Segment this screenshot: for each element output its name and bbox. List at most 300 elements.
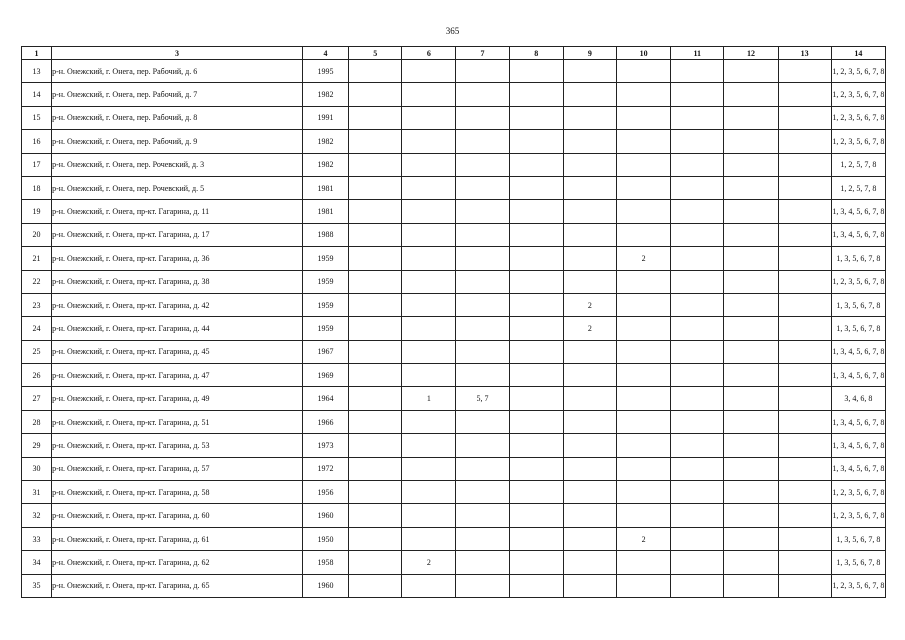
col5-cell	[349, 551, 402, 574]
col9-cell	[563, 504, 616, 527]
address-cell: р-н. Онежский, г. Онега, пр-кт. Гагарина, д. 58	[52, 481, 303, 504]
col9-cell	[563, 223, 616, 246]
year-cell: 1982	[302, 130, 348, 153]
year-cell: 1981	[302, 176, 348, 199]
col6-cell	[402, 317, 456, 340]
col5-cell	[349, 200, 402, 223]
col6-cell	[402, 60, 456, 83]
register-table	[21, 46, 886, 598]
year-cell: 1967	[302, 340, 348, 363]
col12-cell	[724, 434, 778, 457]
column-header: 13	[778, 47, 831, 60]
col9-cell	[563, 270, 616, 293]
table-row	[22, 481, 886, 504]
col5-cell	[349, 574, 402, 597]
row-number-cell: 23	[22, 293, 52, 316]
col13-cell	[778, 293, 831, 316]
col11-cell	[671, 387, 724, 410]
row-number-cell: 19	[22, 200, 52, 223]
col11-cell	[671, 551, 724, 574]
col13-cell	[778, 200, 831, 223]
col13-cell	[778, 130, 831, 153]
col12-cell	[724, 410, 778, 433]
address-cell: р-н. Онежский, г. Онега, пер. Рабочий, д. 8	[52, 106, 303, 129]
col13-cell	[778, 434, 831, 457]
col8-cell	[509, 574, 563, 597]
column-header: 3	[52, 47, 303, 60]
col7-cell	[456, 293, 509, 316]
col14-cell: 1, 3, 4, 5, 6, 7, 8	[831, 364, 885, 387]
col5-cell	[349, 527, 402, 550]
address-cell: р-н. Онежский, г. Онега, пр-кт. Гагарина, д. 65	[52, 574, 303, 597]
table-row	[22, 340, 886, 363]
col11-cell	[671, 340, 724, 363]
col8-cell	[509, 176, 563, 199]
col9-cell	[563, 410, 616, 433]
table-row	[22, 387, 886, 410]
table-body	[22, 60, 886, 598]
col8-cell	[509, 551, 563, 574]
col14-cell: 1, 3, 5, 6, 7, 8	[831, 551, 885, 574]
col7-cell	[456, 200, 509, 223]
column-header: 12	[724, 47, 778, 60]
col8-cell	[509, 60, 563, 83]
col7-cell	[456, 247, 509, 270]
col13-cell	[778, 527, 831, 550]
row-number-cell: 14	[22, 83, 52, 106]
column-header: 8	[509, 47, 563, 60]
column-header: 11	[671, 47, 724, 60]
col8-cell	[509, 481, 563, 504]
col5-cell	[349, 176, 402, 199]
col11-cell	[671, 60, 724, 83]
col13-cell	[778, 387, 831, 410]
col6-cell	[402, 200, 456, 223]
row-number-cell: 28	[22, 410, 52, 433]
address-cell: р-н. Онежский, г. Онега, пр-кт. Гагарина, д. 36	[52, 247, 303, 270]
col10-cell	[617, 387, 671, 410]
col10-cell	[617, 364, 671, 387]
col6-cell	[402, 340, 456, 363]
address-cell: р-н. Онежский, г. Онега, пер. Рабочий, д. 9	[52, 130, 303, 153]
year-cell: 1982	[302, 83, 348, 106]
col13-cell	[778, 60, 831, 83]
col7-cell	[456, 83, 509, 106]
col14-cell: 1, 2, 3, 5, 6, 7, 8	[831, 574, 885, 597]
col6-cell	[402, 481, 456, 504]
col8-cell	[509, 270, 563, 293]
col8-cell	[509, 130, 563, 153]
year-cell: 1973	[302, 434, 348, 457]
col7-cell	[456, 60, 509, 83]
col7-cell	[456, 574, 509, 597]
col10-cell	[617, 481, 671, 504]
col9-cell	[563, 340, 616, 363]
year-cell: 1959	[302, 317, 348, 340]
col7-cell	[456, 270, 509, 293]
col9-cell	[563, 176, 616, 199]
row-number-cell: 27	[22, 387, 52, 410]
col14-cell: 1, 2, 3, 5, 6, 7, 8	[831, 270, 885, 293]
col13-cell	[778, 106, 831, 129]
col6-cell	[402, 130, 456, 153]
year-cell: 1960	[302, 504, 348, 527]
table-row	[22, 293, 886, 316]
address-cell: р-н. Онежский, г. Онега, пр-кт. Гагарина, д. 11	[52, 200, 303, 223]
col12-cell	[724, 153, 778, 176]
col9-cell	[563, 457, 616, 480]
col14-cell: 3, 4, 6, 8	[831, 387, 885, 410]
col8-cell	[509, 200, 563, 223]
col9-cell: 2	[563, 317, 616, 340]
col7-cell	[456, 130, 509, 153]
col10-cell	[617, 106, 671, 129]
col13-cell	[778, 551, 831, 574]
col12-cell	[724, 106, 778, 129]
row-number-cell: 16	[22, 130, 52, 153]
col11-cell	[671, 504, 724, 527]
col13-cell	[778, 481, 831, 504]
year-cell: 1959	[302, 293, 348, 316]
col12-cell	[724, 60, 778, 83]
col7-cell	[456, 223, 509, 246]
col12-cell	[724, 457, 778, 480]
col13-cell	[778, 247, 831, 270]
col14-cell: 1, 3, 5, 6, 7, 8	[831, 317, 885, 340]
row-number-cell: 24	[22, 317, 52, 340]
col5-cell	[349, 481, 402, 504]
col7-cell: 5, 7	[456, 387, 509, 410]
col14-cell: 1, 2, 3, 5, 6, 7, 8	[831, 106, 885, 129]
col8-cell	[509, 106, 563, 129]
row-number-cell: 32	[22, 504, 52, 527]
col10-cell	[617, 83, 671, 106]
year-cell: 1964	[302, 387, 348, 410]
col7-cell	[456, 504, 509, 527]
col13-cell	[778, 223, 831, 246]
year-cell: 1981	[302, 200, 348, 223]
col9-cell	[563, 364, 616, 387]
col6-cell	[402, 527, 456, 550]
col5-cell	[349, 83, 402, 106]
col12-cell	[724, 223, 778, 246]
col12-cell	[724, 387, 778, 410]
column-header: 14	[831, 47, 885, 60]
col9-cell	[563, 200, 616, 223]
year-cell: 1972	[302, 457, 348, 480]
address-cell: р-н. Онежский, г. Онега, пр-кт. Гагарина, д. 61	[52, 527, 303, 550]
col11-cell	[671, 270, 724, 293]
col7-cell	[456, 527, 509, 550]
col5-cell	[349, 340, 402, 363]
col5-cell	[349, 457, 402, 480]
col8-cell	[509, 317, 563, 340]
col7-cell	[456, 153, 509, 176]
col12-cell	[724, 364, 778, 387]
address-cell: р-н. Онежский, г. Онега, пр-кт. Гагарина, д. 49	[52, 387, 303, 410]
table-row	[22, 434, 886, 457]
col10-cell	[617, 223, 671, 246]
column-header: 1	[22, 47, 52, 60]
address-cell: р-н. Онежский, г. Онега, пер. Рабочий, д. 6	[52, 60, 303, 83]
col6-cell	[402, 574, 456, 597]
col7-cell	[456, 410, 509, 433]
table-row	[22, 317, 886, 340]
col6-cell	[402, 457, 456, 480]
col9-cell	[563, 130, 616, 153]
row-number-cell: 15	[22, 106, 52, 129]
col11-cell	[671, 153, 724, 176]
col7-cell	[456, 106, 509, 129]
row-number-cell: 30	[22, 457, 52, 480]
col6-cell	[402, 434, 456, 457]
col5-cell	[349, 364, 402, 387]
col9-cell	[563, 527, 616, 550]
col10-cell	[617, 340, 671, 363]
col11-cell	[671, 481, 724, 504]
year-cell: 1958	[302, 551, 348, 574]
col12-cell	[724, 574, 778, 597]
col9-cell: 2	[563, 293, 616, 316]
table-row	[22, 457, 886, 480]
col6-cell	[402, 153, 456, 176]
table-row	[22, 247, 886, 270]
header-row	[22, 47, 886, 60]
col6-cell	[402, 176, 456, 199]
col11-cell	[671, 457, 724, 480]
col5-cell	[349, 410, 402, 433]
col5-cell	[349, 223, 402, 246]
row-number-cell: 22	[22, 270, 52, 293]
col14-cell: 1, 3, 5, 6, 7, 8	[831, 527, 885, 550]
col12-cell	[724, 340, 778, 363]
col14-cell: 1, 3, 4, 5, 6, 7, 8	[831, 200, 885, 223]
col5-cell	[349, 153, 402, 176]
row-number-cell: 35	[22, 574, 52, 597]
col13-cell	[778, 270, 831, 293]
col9-cell	[563, 434, 616, 457]
column-header: 6	[402, 47, 456, 60]
col12-cell	[724, 504, 778, 527]
col9-cell	[563, 106, 616, 129]
col11-cell	[671, 247, 724, 270]
table-row	[22, 176, 886, 199]
year-cell: 1966	[302, 410, 348, 433]
address-cell: р-н. Онежский, г. Онега, пр-кт. Гагарина, д. 62	[52, 551, 303, 574]
col11-cell	[671, 106, 724, 129]
col5-cell	[349, 387, 402, 410]
col7-cell	[456, 176, 509, 199]
col9-cell	[563, 551, 616, 574]
col10-cell	[617, 153, 671, 176]
address-cell: р-н. Онежский, г. Онега, пр-кт. Гагарина, д. 17	[52, 223, 303, 246]
col8-cell	[509, 527, 563, 550]
year-cell: 1956	[302, 481, 348, 504]
table-row	[22, 106, 886, 129]
col11-cell	[671, 574, 724, 597]
col5-cell	[349, 504, 402, 527]
address-cell: р-н. Онежский, г. Онега, пер. Рочевский, д. 5	[52, 176, 303, 199]
col12-cell	[724, 551, 778, 574]
year-cell: 1959	[302, 270, 348, 293]
table-row	[22, 527, 886, 550]
col6-cell	[402, 247, 456, 270]
table-row	[22, 574, 886, 597]
col8-cell	[509, 293, 563, 316]
col8-cell	[509, 457, 563, 480]
col12-cell	[724, 527, 778, 550]
address-cell: р-н. Онежский, г. Онега, пр-кт. Гагарина, д. 44	[52, 317, 303, 340]
col8-cell	[509, 83, 563, 106]
col13-cell	[778, 340, 831, 363]
address-cell: р-н. Онежский, г. Онега, пр-кт. Гагарина, д. 53	[52, 434, 303, 457]
table-row	[22, 200, 886, 223]
col13-cell	[778, 176, 831, 199]
col8-cell	[509, 340, 563, 363]
col11-cell	[671, 223, 724, 246]
col14-cell: 1, 2, 3, 5, 6, 7, 8	[831, 130, 885, 153]
col11-cell	[671, 200, 724, 223]
address-cell: р-н. Онежский, г. Онега, пр-кт. Гагарина, д. 38	[52, 270, 303, 293]
col10-cell	[617, 574, 671, 597]
year-cell: 1991	[302, 106, 348, 129]
column-header: 4	[302, 47, 348, 60]
col9-cell	[563, 83, 616, 106]
col12-cell	[724, 200, 778, 223]
col6-cell	[402, 106, 456, 129]
col14-cell: 1, 2, 3, 5, 6, 7, 8	[831, 83, 885, 106]
col10-cell	[617, 457, 671, 480]
col7-cell	[456, 317, 509, 340]
year-cell: 1988	[302, 223, 348, 246]
row-number-cell: 33	[22, 527, 52, 550]
col10-cell	[617, 200, 671, 223]
col13-cell	[778, 83, 831, 106]
row-number-cell: 25	[22, 340, 52, 363]
col7-cell	[456, 481, 509, 504]
col11-cell	[671, 410, 724, 433]
col14-cell: 1, 3, 5, 6, 7, 8	[831, 293, 885, 316]
col13-cell	[778, 410, 831, 433]
row-number-cell: 29	[22, 434, 52, 457]
table-row	[22, 223, 886, 246]
col6-cell	[402, 293, 456, 316]
table-row	[22, 504, 886, 527]
col14-cell: 1, 2, 3, 5, 6, 7, 8	[831, 60, 885, 83]
col7-cell	[456, 457, 509, 480]
col8-cell	[509, 223, 563, 246]
col12-cell	[724, 247, 778, 270]
col11-cell	[671, 434, 724, 457]
year-cell: 1960	[302, 574, 348, 597]
col14-cell: 1, 2, 5, 7, 8	[831, 176, 885, 199]
col5-cell	[349, 60, 402, 83]
col13-cell	[778, 364, 831, 387]
col14-cell: 1, 3, 5, 6, 7, 8	[831, 247, 885, 270]
col13-cell	[778, 317, 831, 340]
col10-cell	[617, 317, 671, 340]
address-cell: р-н. Онежский, г. Онега, пер. Рочевский, д. 3	[52, 153, 303, 176]
col5-cell	[349, 130, 402, 153]
col10-cell	[617, 551, 671, 574]
year-cell: 1969	[302, 364, 348, 387]
col11-cell	[671, 130, 724, 153]
col12-cell	[724, 83, 778, 106]
col9-cell	[563, 247, 616, 270]
table-row	[22, 60, 886, 83]
col10-cell	[617, 293, 671, 316]
col7-cell	[456, 551, 509, 574]
col8-cell	[509, 434, 563, 457]
col10-cell: 2	[617, 247, 671, 270]
col9-cell	[563, 481, 616, 504]
col14-cell: 1, 3, 4, 5, 6, 7, 8	[831, 434, 885, 457]
col6-cell: 2	[402, 551, 456, 574]
col5-cell	[349, 293, 402, 316]
table-row	[22, 130, 886, 153]
address-cell: р-н. Онежский, г. Онега, пр-кт. Гагарина, д. 57	[52, 457, 303, 480]
col14-cell: 1, 2, 5, 7, 8	[831, 153, 885, 176]
table-row	[22, 270, 886, 293]
col14-cell: 1, 2, 3, 5, 6, 7, 8	[831, 504, 885, 527]
address-cell: р-н. Онежский, г. Онега, пр-кт. Гагарина, д. 60	[52, 504, 303, 527]
col12-cell	[724, 481, 778, 504]
col12-cell	[724, 176, 778, 199]
col9-cell	[563, 387, 616, 410]
col7-cell	[456, 364, 509, 387]
col7-cell	[456, 434, 509, 457]
col5-cell	[349, 270, 402, 293]
col13-cell	[778, 504, 831, 527]
col12-cell	[724, 293, 778, 316]
col8-cell	[509, 504, 563, 527]
col8-cell	[509, 410, 563, 433]
col10-cell	[617, 504, 671, 527]
address-cell: р-н. Онежский, г. Онега, пр-кт. Гагарина, д. 47	[52, 364, 303, 387]
year-cell: 1950	[302, 527, 348, 550]
col13-cell	[778, 574, 831, 597]
col5-cell	[349, 106, 402, 129]
column-header: 9	[563, 47, 616, 60]
col8-cell	[509, 364, 563, 387]
col7-cell	[456, 340, 509, 363]
col11-cell	[671, 317, 724, 340]
col5-cell	[349, 434, 402, 457]
col6-cell	[402, 270, 456, 293]
col14-cell: 1, 3, 4, 5, 6, 7, 8	[831, 223, 885, 246]
col11-cell	[671, 83, 724, 106]
col11-cell	[671, 527, 724, 550]
col10-cell	[617, 130, 671, 153]
column-header: 10	[617, 47, 671, 60]
table-row	[22, 551, 886, 574]
col14-cell: 1, 3, 4, 5, 6, 7, 8	[831, 410, 885, 433]
col12-cell	[724, 317, 778, 340]
address-cell: р-н. Онежский, г. Онега, пр-кт. Гагарина, д. 51	[52, 410, 303, 433]
year-cell: 1959	[302, 247, 348, 270]
column-header: 7	[456, 47, 509, 60]
row-number-cell: 17	[22, 153, 52, 176]
col6-cell	[402, 364, 456, 387]
col9-cell	[563, 60, 616, 83]
col5-cell	[349, 317, 402, 340]
col12-cell	[724, 270, 778, 293]
address-cell: р-н. Онежский, г. Онега, пер. Рабочий, д. 7	[52, 83, 303, 106]
col6-cell	[402, 83, 456, 106]
col6-cell	[402, 410, 456, 433]
col10-cell	[617, 434, 671, 457]
row-number-cell: 34	[22, 551, 52, 574]
